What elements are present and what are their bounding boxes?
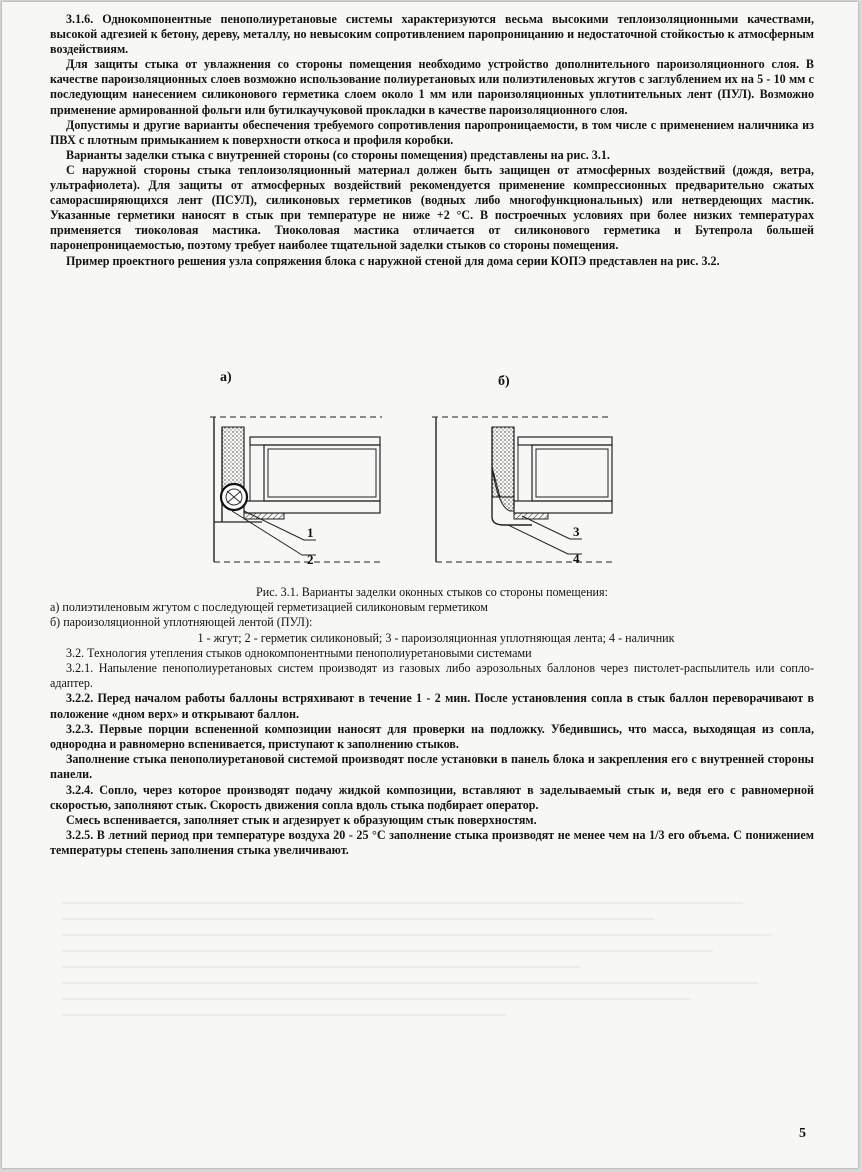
callout-1: 1 bbox=[307, 525, 314, 540]
figure-b-drawing bbox=[432, 417, 612, 566]
callout-3: 3 bbox=[573, 524, 580, 539]
intro-text bbox=[50, 12, 814, 269]
document-page bbox=[2, 2, 858, 1168]
section-heading-3-2: 3.2. Технология утепления стыков однокомпонентными пенополиуретановыми системами bbox=[66, 645, 532, 660]
figure-caption-item-a: а) полиэтиленовым жгутом с последующей герметизацией силиконовым герметиком bbox=[50, 600, 488, 615]
caption-and-section bbox=[50, 585, 814, 859]
paragraph-3-2-4: 3.2.4. Сопло, через которое производят подачу жидкой композиции, вставляют в заделываемый стык и, ведя его с равномерной скоростью, заполняют стык. Скорость движения сопла вдоль стыка подбирает оператор. bbox=[50, 782, 814, 812]
paragraph-3-2-5: 3.2.5. В летний период при температуре воздуха 20 - 25 °С заполнение стыка производят не менее чем на 1/3 его объема. С понижением температуры степень заполнения стыка увеличивают. bbox=[50, 828, 814, 858]
paragraph-vapor-barrier: Для защиты стыка от увлажнения со стороны помещения необходимо устройство дополнительного пароизоляционного слоя. В качестве пароизоляционных слоев возможно использование полиуретановых или полиэтиленовых жгутов с заглублением их на 5 - 10 мм с последующим нанесением силиконового герметика слоем около 1 мм или пароизоляционных уплотнительных лент (ПУЛ). Возможно применение армированной фольги или бутилкаучуковой прокладки в качестве пароизоляционного слоя. bbox=[50, 57, 814, 117]
paragraph-foaming: Смесь вспенивается, заполняет стык и агдезирует к образующим стык поверхностям. bbox=[66, 813, 537, 828]
paragraph-outer-protection: С наружной стороны стыка теплоизоляционный материал должен быть защищен от атмосферных воздействий (дождя, ветра, ультрафиолета). Для защиты от атмосферных воздействий рекомендуется применение компрессионных предварительно сжатых саморасширяющихся лент (ПСУЛ), силиконовых герметиков (водных либо многофункциональных) или нетвердеющих мастик. Указанные герметики наносят в стык при температуре не ниже +2 °С. В построечных условиях при более низких температурах применяется тиоколовая мастика. Тиоколовая мастика отличается от силиконового герметика и Бутепрола большей паронепроницаемостью, поэтому требует наиболее тщательной заделки стыков со стороны помещения. bbox=[50, 162, 814, 253]
figure-joint-sections bbox=[192, 407, 632, 582]
callout-2: 2 bbox=[307, 552, 314, 567]
figure-label-a: а) bbox=[220, 370, 232, 385]
paragraph-alternatives: Допустимы и другие варианты обеспечения требуемого сопротивления паропроницаемости, в том числе с применением наличника из ПВХ с плотным примыканием к поверхности откоса и профиля коробки. bbox=[50, 117, 814, 147]
paragraph-3-2-2: 3.2.2. Перед началом работы баллоны встряхивают в течение 1 - 2 мин. После установления сопла в стык баллон переворачивают в положение «дном верх» и открывают баллон. bbox=[50, 691, 814, 721]
figure-caption-title: Рис. 3.1. Варианты заделки оконных стыков со стороны помещения: bbox=[256, 585, 608, 599]
paragraph-variants-ref: Варианты заделки стыка с внутренней стороны (со стороны помещения) представлены на рис. 3.1. bbox=[66, 147, 610, 162]
figure-caption-item-b: б) пароизоляционной уплотняющей лентой (ПУЛ): bbox=[50, 615, 313, 630]
callout-4: 4 bbox=[573, 551, 580, 566]
figure-legend: 1 - жгут; 2 - герметик силиконовый; 3 - пароизоляционная уплотняющая лента; 4 - наличник bbox=[197, 630, 675, 645]
paragraph-filling: Заполнение стыка пенополиуретановой системой производят после установки в панель блока и закрепления его с внутренней стороны панели. bbox=[50, 752, 814, 782]
figure-label-b: б) bbox=[498, 374, 510, 389]
paragraph-3-2-1: 3.2.1. Напыление пенополиуретановых систем производят из газовых либо аэрозольных баллонов через пистолет-распылитель или сопло-адаптер. bbox=[50, 661, 814, 691]
bleed-through-texture bbox=[62, 902, 802, 1052]
figure-a-drawing bbox=[210, 417, 382, 567]
paragraph-3-1-6: 3.1.6. Однокомпонентные пенополиуретановые системы характеризуются весьма высокими теплоизоляционными качествами, высокой адгезией к бетону, дереву, металлу, но невысоким сопротивлением паропроницанию и недостаточной стойкостью к атмосферным воздействиям. bbox=[50, 12, 814, 57]
paragraph-3-2-3: 3.2.3. Первые порции вспененной композиции наносят для проверки на подложку. Убедившись, что масса, выходящая из сопла, однородна и равномерно вспенивается, приступают к заполнению стыков. bbox=[50, 721, 814, 752]
paragraph-example-ref: Пример проектного решения узла сопряжения блока с наружной стеной для дома серии КОПЭ представлен на рис. 3.2. bbox=[66, 253, 720, 268]
page-number: 5 bbox=[799, 1126, 806, 1141]
